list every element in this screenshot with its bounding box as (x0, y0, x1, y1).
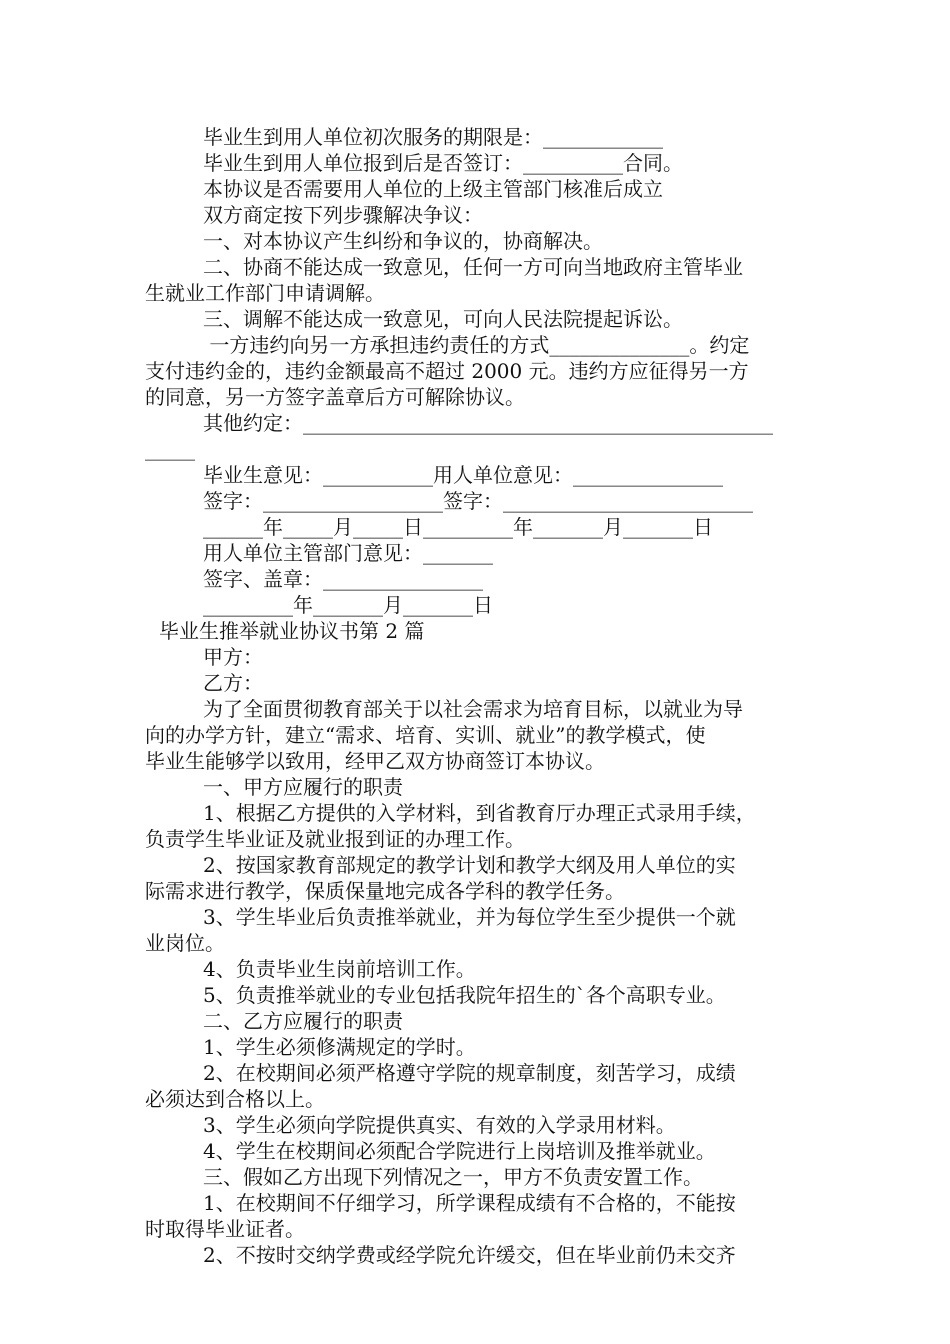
paragraph-line: 为了全面贯彻教育部关于以社会需求为培育目标，以就业为导 (203, 697, 743, 721)
paragraph-line: 二、协商不能达成一致意见，任何一方可向当地政府主管毕业 (203, 255, 743, 279)
paragraph-line: 双方商定按下列步骤解决争议： (203, 203, 483, 227)
section-title: 毕业生推举就业协议书第 2 篇 (159, 619, 425, 643)
paragraph-line: 2、按国家教育部规定的教学计划和教学大纲及用人单位的实 (203, 853, 736, 877)
paragraph-line: 签字、盖章：________________ (203, 567, 483, 591)
paragraph-line: 其他约定：_______________________________________________ (203, 411, 773, 435)
paragraph-line: 毕业生到用人单位报到后是否签订：__________合同。 (203, 151, 683, 175)
paragraph-line: 一、甲方应履行的职责 (203, 775, 403, 799)
paragraph-line: _________年_______月_______日 (203, 593, 493, 617)
paragraph-line: 签字：__________________签字：_________________________ (203, 489, 753, 513)
paragraph-line: 毕业生到用人单位初次服务的期限是：____________ (203, 125, 663, 149)
paragraph-line: 三、假如乙方出现下列情况之一，甲方不负责安置工作。 (203, 1165, 703, 1189)
paragraph-line: 4、负责毕业生岗前培训工作。 (203, 957, 476, 981)
paragraph-line: 业岗位。 (145, 931, 225, 955)
paragraph-line: ______年_____月_____日_________年_______月_______日 (203, 515, 713, 539)
paragraph-line: _____ (145, 437, 195, 461)
document-body (145, 124, 810, 1268)
paragraph-line: 5、负责推举就业的专业包括我院年招生的`各个高职专业。 (203, 983, 726, 1007)
paragraph-line: 用人单位主管部门意见：_______ (203, 541, 493, 565)
paragraph-line: 3、学生必须向学院提供真实、有效的入学录用材料。 (203, 1113, 676, 1137)
paragraph-line: 一、对本协议产生纠纷和争议的，协商解决。 (203, 229, 603, 253)
paragraph-line: 必须达到合格以上。 (145, 1087, 325, 1111)
paragraph-line: 毕业生能够学以致用，经甲乙双方协商签订本协议。 (145, 749, 605, 773)
paragraph-line: 1、学生必须修满规定的学时。 (203, 1035, 476, 1059)
paragraph-line: 支付违约金的，违约金额最高不超过 2000 元。违约方应征得另一方 (145, 359, 749, 383)
paragraph-line: 4、学生在校期间必须配合学院进行上岗培训及推举就业。 (203, 1139, 716, 1163)
paragraph-line: 时取得毕业证者。 (145, 1217, 305, 1241)
paragraph-line: 毕业生意见：___________用人单位意见：_______________ (203, 463, 723, 487)
paragraph-line: 生就业工作部门申请调解。 (145, 281, 385, 305)
paragraph-line: 际需求进行教学，保质保量地完成各学科的教学任务。 (145, 879, 625, 903)
paragraph-line: 本协议是否需要用人单位的上级主管部门核准后成立 (203, 177, 663, 201)
paragraph-line: 向的办学方针，建立“需求、培育、实训、就业”的教学模式，使 (145, 723, 706, 747)
paragraph-line: 1、在校期间不仔细学习，所学课程成绩有不合格的，不能按 (203, 1191, 736, 1215)
paragraph-line: 甲方： (203, 645, 263, 669)
paragraph-line: 2、在校期间必须严格遵守学院的规章制度，刻苦学习，成绩 (203, 1061, 736, 1085)
paragraph-line: 3、学生毕业后负责推举就业，并为每位学生至少提供一个就 (203, 905, 736, 929)
paragraph-line: 二、乙方应履行的职责 (203, 1009, 403, 1033)
paragraph-line: 2、不按时交纳学费或经学院允许缓交，但在毕业前仍未交齐 (203, 1243, 736, 1267)
paragraph-line: 负责学生毕业证及就业报到证的办理工作。 (145, 827, 525, 851)
paragraph-line: 乙方： (203, 671, 263, 695)
paragraph-line: 一方违约向另一方承担违约责任的方式______________。约定 (203, 333, 750, 357)
paragraph-line: 1、根据乙方提供的入学材料，到省教育厅办理正式录用手续， (203, 801, 756, 825)
paragraph-line: 三、调解不能达成一致意见，可向人民法院提起诉讼。 (203, 307, 683, 331)
paragraph-line: 的同意，另一方签字盖章后方可解除协议。 (145, 385, 525, 409)
